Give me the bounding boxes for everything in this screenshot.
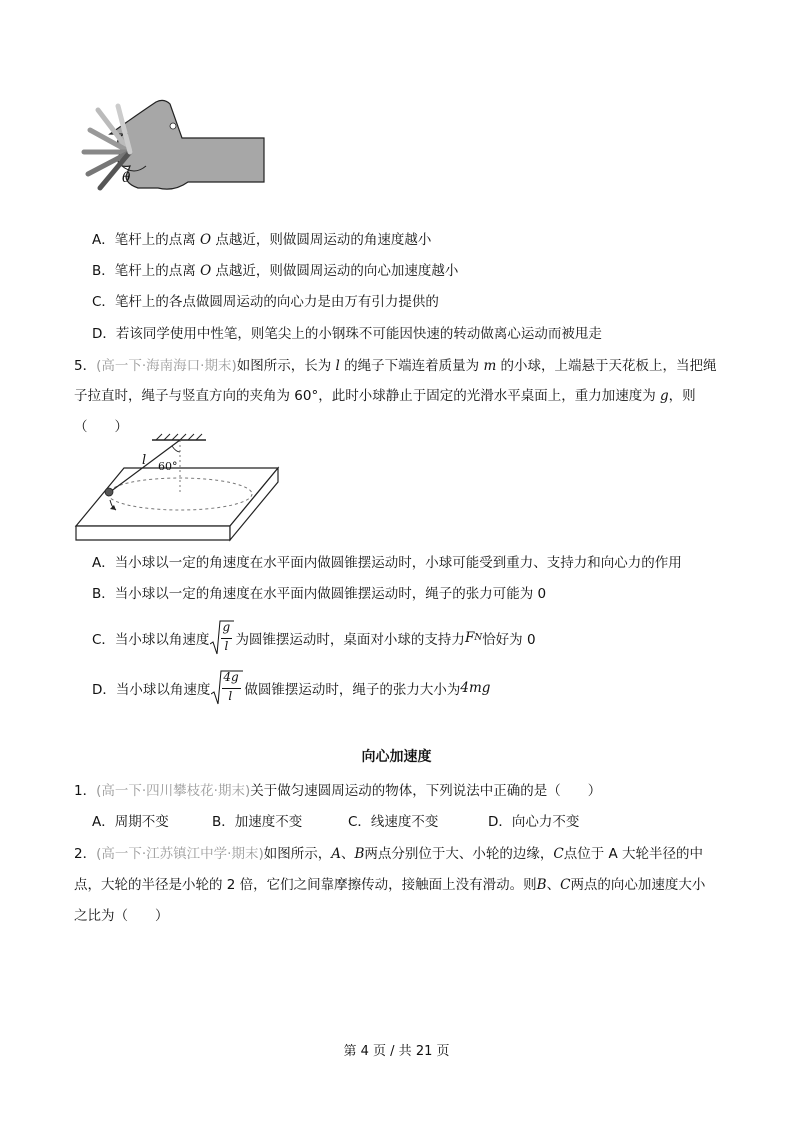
- q4-option-d: D．若该同学使用中性笔，则笔尖上的小钢珠不可能因快速的转动做离心运动而被甩走: [92, 326, 602, 342]
- q5-stem-line1: 5．(高一下·海南海口·期末)如图所示，长为 l 的绳子下端连着质量为 m 的小球，上端悬于天花板上，当把绳: [74, 358, 717, 374]
- page-footer: 第 4 页 / 共 21 页: [343, 1044, 450, 1059]
- q5-option-c: C．当小球以角速度 $\frac{g}{l}$ 为圆锥摆运动时，桌面对小球的支持力 F N 恰好为 0: [92, 620, 536, 656]
- q4-option-b: B．笔杆上的点离 O 点越近，则做圆周运动的向心加速度越小: [92, 263, 459, 279]
- s2-stem-line3: 之比为（ ）: [74, 908, 169, 924]
- q4-option-a: A．笔杆上的点离 O 点越近，则做圆周运动的角速度越小: [92, 232, 432, 248]
- q5-stem-line3: （ ）: [74, 419, 128, 435]
- s2-stem-line1: 2．(高一下·江苏镇江中学·期末)如图所示，A、B两点分别位于大、小轮的边缘，C点位于 A 大轮半径的中: [74, 846, 704, 862]
- s1-option-c: C．线速度不变: [348, 814, 439, 830]
- hand-pen-figure: [78, 96, 270, 196]
- q5-option-b: B．当小球以一定的角速度在水平面内做圆锥摆运动时，绳子的张力可能为 0: [92, 586, 547, 602]
- s1-option-b: B．加速度不变: [212, 814, 303, 830]
- s2-stem-line2: 点，大轮的半径是小轮的 2 倍，它们之间靠摩擦传动，接触面上没有滑动。则B、C两点的向心加速度大小: [74, 877, 706, 893]
- theta-label: θ: [122, 170, 131, 186]
- s1-stem: 1．(高一下·四川攀枝花·期末)关于做匀速圆周运动的物体，下列说法中正确的是（ ）: [74, 783, 602, 799]
- conical-pendulum-figure: [72, 432, 282, 544]
- q5-option-a: A．当小球以一定的角速度在水平面内做圆锥摆运动时，小球可能受到重力、支持力和向心力的作用: [92, 555, 682, 571]
- s1-option-a: A．周期不变: [92, 814, 169, 830]
- q4-option-c: C．笔杆上的各点做圆周运动的向心力是由万有引力提供的: [92, 294, 439, 310]
- q5-stem-line2: 子拉直时，绳子与竖直方向的夹角为 60°，此时小球静止于固定的光滑水平桌面上，重力加速度为 g，则: [74, 388, 696, 404]
- sqrt-4g-over-l: $\frac{4g}{l}$: [211, 670, 243, 706]
- rope-length-label: l: [142, 453, 147, 468]
- q5-option-d: D．当小球以角速度 $\frac{4g}{l}$ 做圆锥摆运动时，绳子的张力大小为 4mg: [92, 670, 490, 706]
- angle-label: 60°: [158, 460, 178, 473]
- s1-option-d: D．向心力不变: [488, 814, 580, 830]
- section-title: 向心加速度: [361, 749, 432, 765]
- sqrt-g-over-l: $\frac{g}{l}$: [210, 620, 234, 656]
